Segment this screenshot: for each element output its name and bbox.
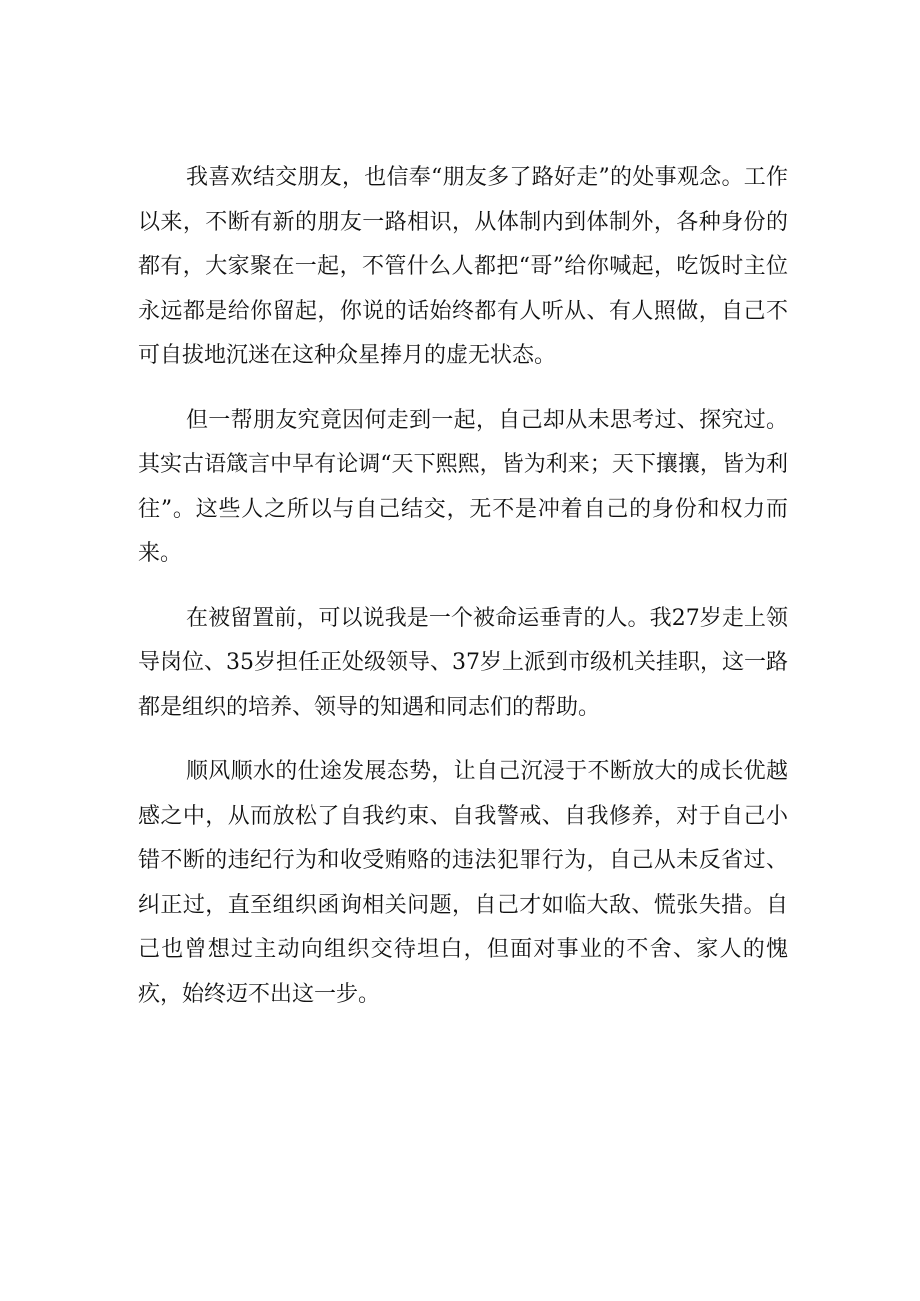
paragraph-2: 但一帮朋友究竟因何走到一起，自己却从未思考过、探究过。其实古语箴言中早有论调“天下熙熙，皆为利来；天下攘攘，皆为利往”。这些人之所以与自己结交，无不是冲着自己的身份和权力而来。 xyxy=(138,407,788,566)
paragraph-4: 顺风顺水的仕途发展态势，让自己沉浸于不断放大的成长优越感之中，从而放松了自我约束、自我警戒、自我修养，对于自己小错不断的违纪行为和收受贿赂的违法犯罪行为，自己从未反省过、纠正过，直至组织函询相关问题，自己才如临大敌、慌张失措。自己也曾想过主动向组织交待坦白，但面对事业的不舍、家人的愧疚，始终迈不出这一步。 xyxy=(138,759,788,1007)
paragraph-3: 在被留置前，可以说我是一个被命运垂青的人。我27岁走上领导岗位、35岁担任正处级领导、37岁上派到市级机关挂职，这一路都是组织的培养、领导的知遇和同志们的帮助。 xyxy=(138,605,788,720)
paragraph-1: 我喜欢结交朋友，也信奉“朋友多了路好走”的处事观念。工作以来，不断有新的朋友一路相识，从体制内到体制外，各种身份的都有，大家聚在一起，不管什么人都把“哥”给你喊起，吃饭时主位永远都是给你留起，你说的话始终都有人听从、有人照做，自己不可自拔地沉迷在这种众星捧月的虚无状态。 xyxy=(138,165,788,368)
document-body xyxy=(138,156,788,1017)
